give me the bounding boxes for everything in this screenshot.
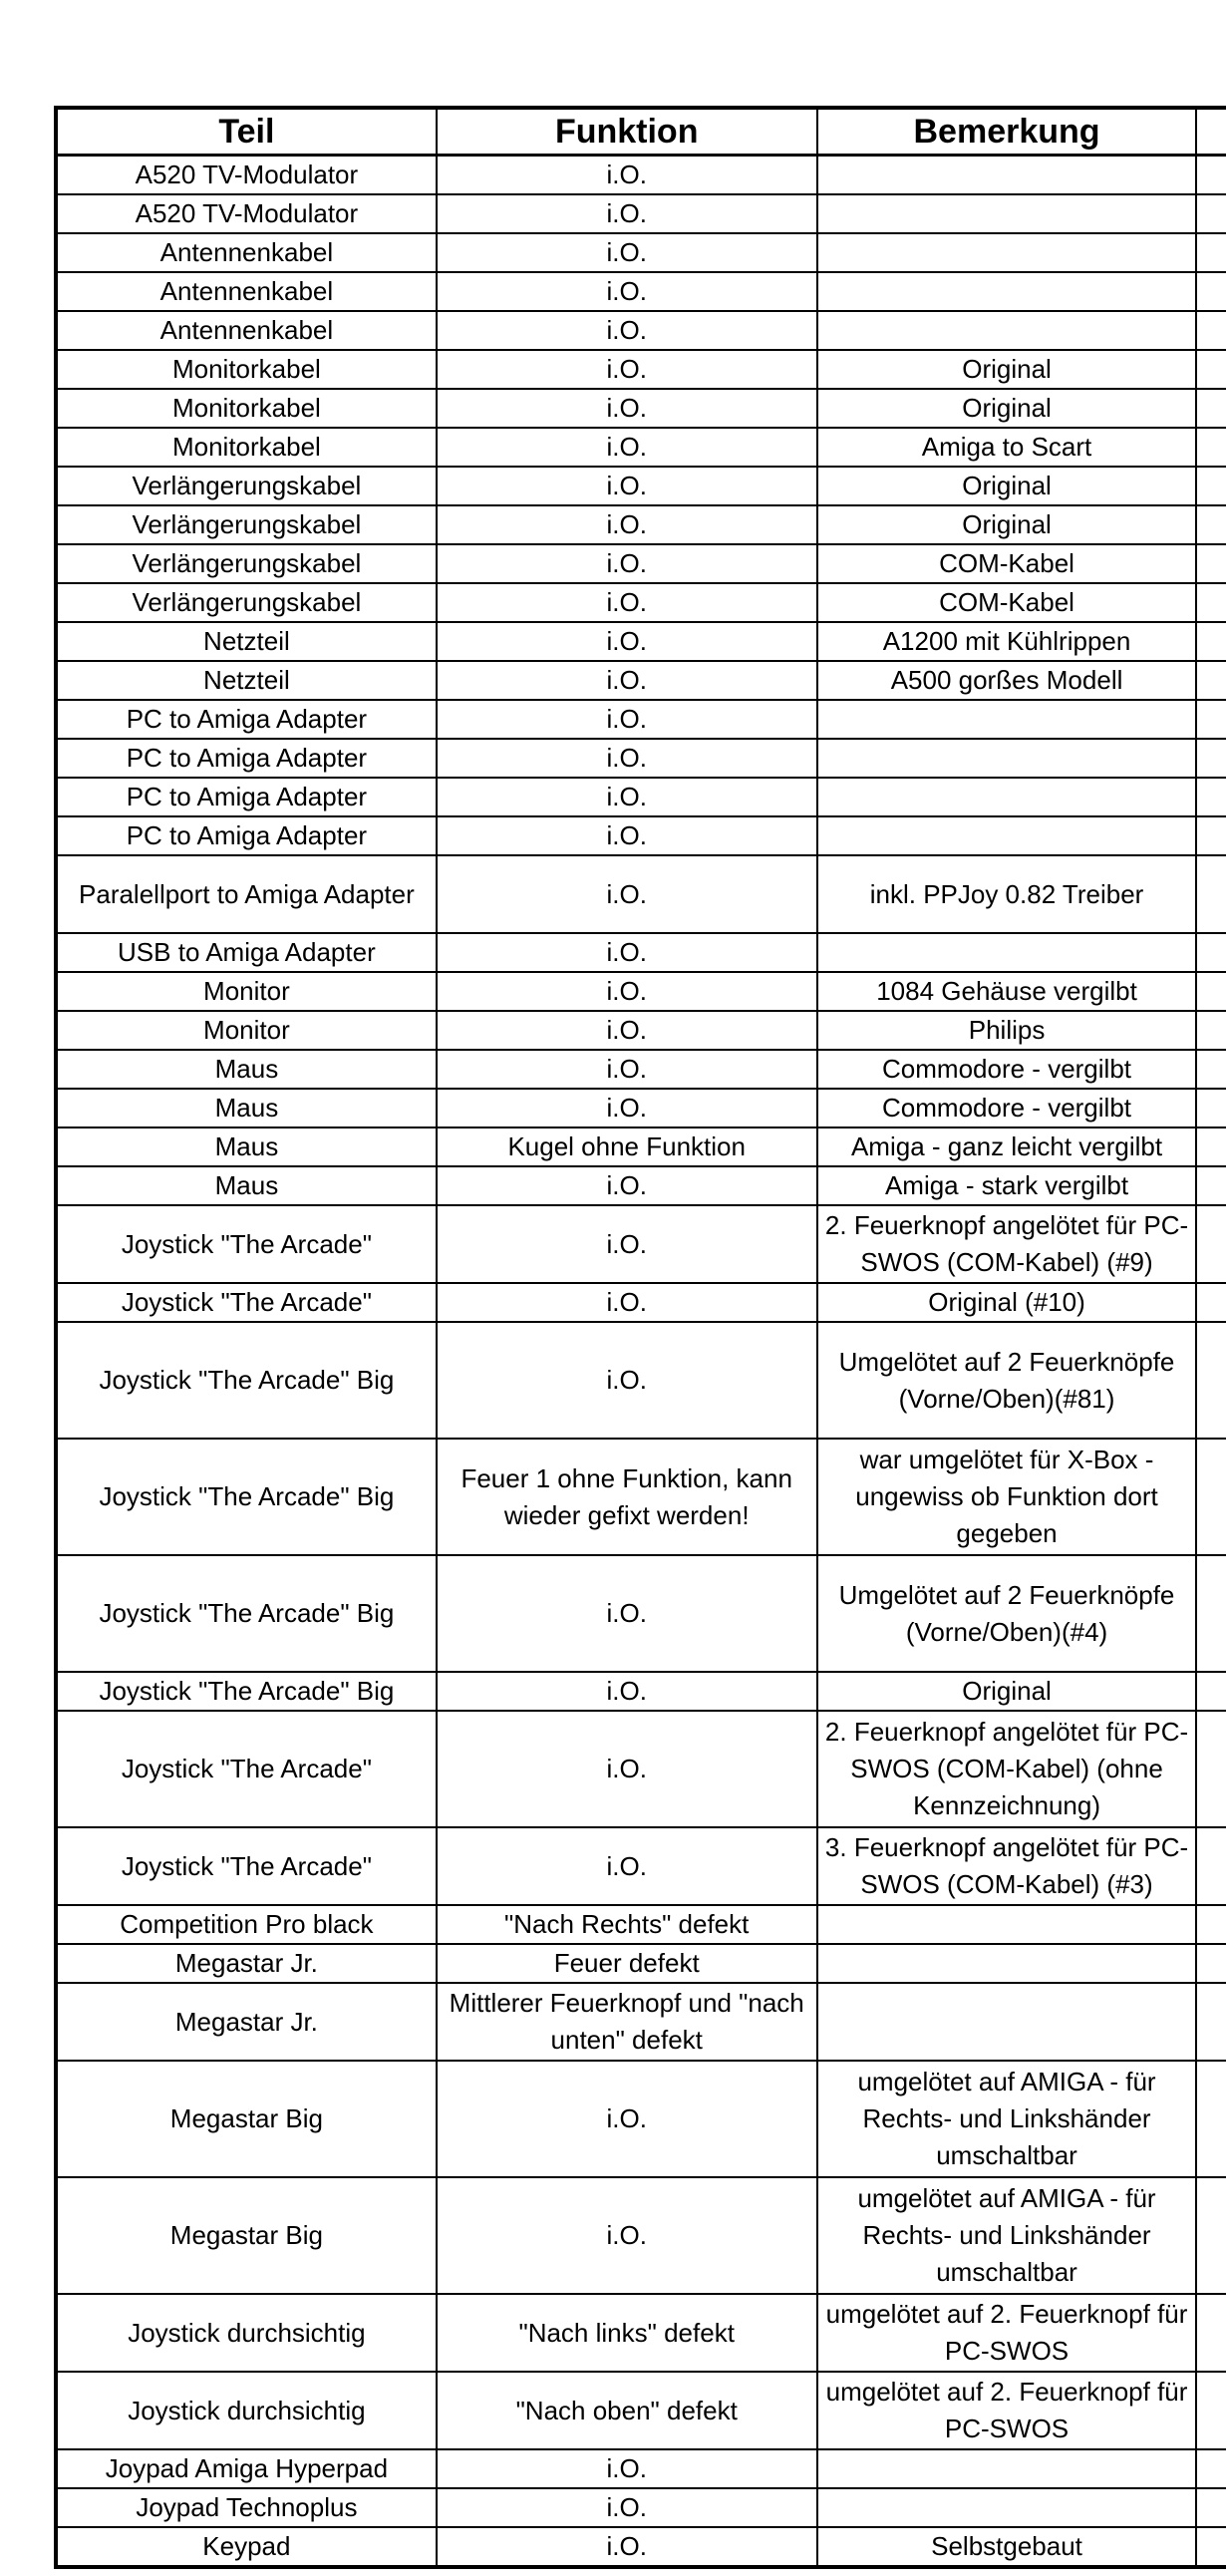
cell-bemerkung xyxy=(817,816,1197,855)
cell-extra xyxy=(1196,350,1226,389)
cell-bemerkung: Amiga - stark vergilbt xyxy=(817,1166,1197,1205)
cell-teil: Joystick durchsichtig xyxy=(56,2294,437,2372)
cell-teil: Megastar Jr. xyxy=(56,1983,437,2061)
table-row xyxy=(56,1050,1226,1089)
cell-teil: Maus xyxy=(56,1166,437,1205)
cell-extra xyxy=(1196,583,1226,622)
inventory-table xyxy=(54,106,1226,2569)
cell-extra xyxy=(1196,544,1226,583)
cell-funktion: "Nach links" defekt xyxy=(437,2294,817,2372)
cell-funktion: i.O. xyxy=(437,661,817,700)
cell-bemerkung xyxy=(817,1905,1197,1944)
cell-extra xyxy=(1196,1011,1226,1050)
cell-bemerkung: umgelötet auf 2. Feuerknopf für PC-SWOS xyxy=(817,2294,1197,2372)
cell-extra xyxy=(1196,311,1226,350)
table-row xyxy=(56,1011,1226,1050)
cell-extra xyxy=(1196,233,1226,272)
header-teil: Teil xyxy=(56,108,437,156)
table-row xyxy=(56,2061,1226,2177)
table-row xyxy=(56,272,1226,311)
cell-extra xyxy=(1196,1905,1226,1944)
cell-funktion: i.O. xyxy=(437,1672,817,1711)
cell-bemerkung: Original xyxy=(817,467,1197,505)
table-row xyxy=(56,2372,1226,2449)
header-extra xyxy=(1196,108,1226,156)
cell-extra xyxy=(1196,194,1226,233)
table-row xyxy=(56,467,1226,505)
cell-extra xyxy=(1196,1283,1226,1322)
table-row xyxy=(56,389,1226,428)
cell-bemerkung xyxy=(817,194,1197,233)
cell-teil: Joystick "The Arcade" Big xyxy=(56,1672,437,1711)
cell-teil: Joystick durchsichtig xyxy=(56,2372,437,2449)
cell-funktion: i.O. xyxy=(437,583,817,622)
cell-bemerkung xyxy=(817,1983,1197,2061)
cell-funktion: i.O. xyxy=(437,622,817,661)
cell-funktion: i.O. xyxy=(437,389,817,428)
cell-teil: Keypad xyxy=(56,2527,437,2567)
cell-teil: Verlängerungskabel xyxy=(56,544,437,583)
cell-teil: Joystick "The Arcade" xyxy=(56,1827,437,1905)
cell-teil: Joystick "The Arcade" Big xyxy=(56,1322,437,1439)
cell-funktion: i.O. xyxy=(437,816,817,855)
table-row xyxy=(56,739,1226,778)
cell-bemerkung xyxy=(817,2449,1197,2488)
table-row xyxy=(56,311,1226,350)
cell-extra xyxy=(1196,700,1226,739)
cell-teil: Monitorkabel xyxy=(56,428,437,467)
cell-extra xyxy=(1196,1166,1226,1205)
table-row xyxy=(56,1322,1226,1439)
table-row xyxy=(56,505,1226,544)
cell-extra xyxy=(1196,1944,1226,1983)
cell-extra xyxy=(1196,778,1226,816)
table-row xyxy=(56,233,1226,272)
cell-extra xyxy=(1196,1439,1226,1555)
cell-teil: Monitorkabel xyxy=(56,350,437,389)
cell-funktion: Feuer 1 ohne Funktion, kann wieder gefixt werden! xyxy=(437,1439,817,1555)
cell-extra xyxy=(1196,1555,1226,1672)
cell-teil: Megastar Big xyxy=(56,2177,437,2294)
cell-bemerkung: 2. Feuerknopf angelötet für PC-SWOS (COM-Kabel) (#9) xyxy=(817,1205,1197,1283)
table-row xyxy=(56,661,1226,700)
cell-teil: Megastar Jr. xyxy=(56,1944,437,1983)
cell-bemerkung: 3. Feuerknopf angelötet für PC-SWOS (COM-Kabel) (#3) xyxy=(817,1827,1197,1905)
cell-extra xyxy=(1196,933,1226,972)
cell-extra xyxy=(1196,2061,1226,2177)
cell-teil: PC to Amiga Adapter xyxy=(56,700,437,739)
cell-teil: Netzteil xyxy=(56,661,437,700)
cell-bemerkung xyxy=(817,311,1197,350)
table-row xyxy=(56,855,1226,933)
cell-funktion: i.O. xyxy=(437,1555,817,1672)
cell-bemerkung: Original xyxy=(817,505,1197,544)
cell-funktion: i.O. xyxy=(437,272,817,311)
table-row xyxy=(56,194,1226,233)
cell-bemerkung: Commodore - vergilbt xyxy=(817,1050,1197,1089)
cell-extra xyxy=(1196,1127,1226,1166)
cell-funktion: i.O. xyxy=(437,2527,817,2567)
cell-teil: Maus xyxy=(56,1050,437,1089)
table-row xyxy=(56,2294,1226,2372)
cell-extra xyxy=(1196,1205,1226,1283)
table-row xyxy=(56,622,1226,661)
cell-funktion: i.O. xyxy=(437,1322,817,1439)
cell-funktion: i.O. xyxy=(437,350,817,389)
table-row xyxy=(56,2177,1226,2294)
cell-funktion: i.O. xyxy=(437,1711,817,1827)
cell-funktion: i.O. xyxy=(437,1205,817,1283)
cell-bemerkung: Original xyxy=(817,1672,1197,1711)
cell-teil: PC to Amiga Adapter xyxy=(56,778,437,816)
table-row xyxy=(56,583,1226,622)
cell-teil: Verlängerungskabel xyxy=(56,583,437,622)
cell-teil: Monitorkabel xyxy=(56,389,437,428)
cell-bemerkung: COM-Kabel xyxy=(817,544,1197,583)
header-bemerkung: Bemerkung xyxy=(817,108,1197,156)
table-row xyxy=(56,2527,1226,2567)
cell-bemerkung: Selbstgebaut xyxy=(817,2527,1197,2567)
cell-bemerkung xyxy=(817,739,1197,778)
table-row xyxy=(56,1905,1226,1944)
cell-extra xyxy=(1196,2177,1226,2294)
table-row xyxy=(56,933,1226,972)
cell-extra xyxy=(1196,622,1226,661)
cell-extra xyxy=(1196,1827,1226,1905)
cell-teil: Joypad Technoplus xyxy=(56,2488,437,2527)
cell-bemerkung: Umgelötet auf 2 Feuerknöpfe (Vorne/Oben)(#4) xyxy=(817,1555,1197,1672)
cell-funktion: i.O. xyxy=(437,194,817,233)
table-row xyxy=(56,1944,1226,1983)
cell-funktion: i.O. xyxy=(437,933,817,972)
cell-teil: Verlängerungskabel xyxy=(56,505,437,544)
table-row xyxy=(56,1127,1226,1166)
cell-teil: Paralellport to Amiga Adapter xyxy=(56,855,437,933)
table-row xyxy=(56,1827,1226,1905)
table-row xyxy=(56,1283,1226,1322)
cell-funktion: i.O. xyxy=(437,778,817,816)
cell-bemerkung: war umgelötet für X-Box - ungewiss ob Funktion dort gegeben xyxy=(817,1439,1197,1555)
cell-funktion: i.O. xyxy=(437,1050,817,1089)
cell-bemerkung xyxy=(817,700,1197,739)
cell-extra xyxy=(1196,2488,1226,2527)
table-row xyxy=(56,778,1226,816)
cell-extra xyxy=(1196,505,1226,544)
cell-funktion: i.O. xyxy=(437,1011,817,1050)
header-funktion: Funktion xyxy=(437,108,817,156)
cell-extra xyxy=(1196,389,1226,428)
cell-bemerkung xyxy=(817,1944,1197,1983)
cell-teil: Joystick "The Arcade" Big xyxy=(56,1439,437,1555)
table-row xyxy=(56,2488,1226,2527)
cell-extra xyxy=(1196,972,1226,1011)
cell-funktion: i.O. xyxy=(437,2177,817,2294)
table-row xyxy=(56,1205,1226,1283)
cell-funktion: i.O. xyxy=(437,311,817,350)
table-row xyxy=(56,1555,1226,1672)
table-row xyxy=(56,1089,1226,1127)
cell-bemerkung: Original (#10) xyxy=(817,1283,1197,1322)
cell-bemerkung xyxy=(817,933,1197,972)
cell-bemerkung: Philips xyxy=(817,1011,1197,1050)
table-row xyxy=(56,2449,1226,2488)
cell-bemerkung: Original xyxy=(817,350,1197,389)
cell-teil: Megastar Big xyxy=(56,2061,437,2177)
cell-teil: Joystick "The Arcade" Big xyxy=(56,1555,437,1672)
cell-funktion: i.O. xyxy=(437,1283,817,1322)
cell-extra xyxy=(1196,428,1226,467)
cell-extra xyxy=(1196,1672,1226,1711)
cell-extra xyxy=(1196,2449,1226,2488)
cell-funktion: i.O. xyxy=(437,233,817,272)
cell-extra xyxy=(1196,2372,1226,2449)
cell-bemerkung: A500 gorßes Modell xyxy=(817,661,1197,700)
cell-teil: PC to Amiga Adapter xyxy=(56,739,437,778)
cell-bemerkung: umgelötet auf 2. Feuerknopf für PC-SWOS xyxy=(817,2372,1197,2449)
cell-teil: Antennenkabel xyxy=(56,233,437,272)
cell-funktion: i.O. xyxy=(437,1089,817,1127)
cell-funktion: i.O. xyxy=(437,2488,817,2527)
cell-extra xyxy=(1196,1089,1226,1127)
table-row xyxy=(56,1711,1226,1827)
cell-funktion: i.O. xyxy=(437,544,817,583)
cell-extra xyxy=(1196,1983,1226,2061)
cell-funktion: Feuer defekt xyxy=(437,1944,817,1983)
cell-funktion: Mittlerer Feuerknopf und "nach unten" defekt xyxy=(437,1983,817,2061)
cell-extra xyxy=(1196,2294,1226,2372)
cell-bemerkung: COM-Kabel xyxy=(817,583,1197,622)
cell-bemerkung: Commodore - vergilbt xyxy=(817,1089,1197,1127)
cell-teil: Antennenkabel xyxy=(56,311,437,350)
table-row xyxy=(56,350,1226,389)
cell-funktion: i.O. xyxy=(437,972,817,1011)
cell-bemerkung: Amiga to Scart xyxy=(817,428,1197,467)
cell-teil: Antennenkabel xyxy=(56,272,437,311)
table-row xyxy=(56,1672,1226,1711)
cell-funktion: i.O. xyxy=(437,2449,817,2488)
cell-extra xyxy=(1196,855,1226,933)
cell-teil: Maus xyxy=(56,1127,437,1166)
table-row xyxy=(56,816,1226,855)
cell-funktion: i.O. xyxy=(437,1827,817,1905)
cell-bemerkung: Original xyxy=(817,389,1197,428)
cell-extra xyxy=(1196,272,1226,311)
cell-teil: Monitor xyxy=(56,1011,437,1050)
table-row xyxy=(56,1439,1226,1555)
cell-funktion: Kugel ohne Funktion xyxy=(437,1127,817,1166)
cell-bemerkung xyxy=(817,233,1197,272)
table-row xyxy=(56,1166,1226,1205)
cell-extra xyxy=(1196,1050,1226,1089)
cell-extra xyxy=(1196,1322,1226,1439)
cell-teil: Verlängerungskabel xyxy=(56,467,437,505)
cell-bemerkung xyxy=(817,2488,1197,2527)
cell-funktion: "Nach Rechts" defekt xyxy=(437,1905,817,1944)
header-row xyxy=(56,108,1226,156)
cell-teil: Joystick "The Arcade" xyxy=(56,1711,437,1827)
cell-bemerkung: A1200 mit Kühlrippen xyxy=(817,622,1197,661)
cell-funktion: i.O. xyxy=(437,428,817,467)
cell-bemerkung: umgelötet auf AMIGA - für Rechts- und Linkshänder umschaltbar xyxy=(817,2061,1197,2177)
cell-extra xyxy=(1196,1711,1226,1827)
cell-teil: Netzteil xyxy=(56,622,437,661)
cell-bemerkung xyxy=(817,778,1197,816)
cell-teil: USB to Amiga Adapter xyxy=(56,933,437,972)
cell-teil: A520 TV-Modulator xyxy=(56,156,437,195)
cell-funktion: i.O. xyxy=(437,739,817,778)
cell-bemerkung: umgelötet auf AMIGA - für Rechts- und Linkshänder umschaltbar xyxy=(817,2177,1197,2294)
cell-funktion: i.O. xyxy=(437,156,817,195)
cell-funktion: i.O. xyxy=(437,467,817,505)
cell-extra xyxy=(1196,156,1226,195)
table-row xyxy=(56,700,1226,739)
cell-extra xyxy=(1196,467,1226,505)
cell-teil: PC to Amiga Adapter xyxy=(56,816,437,855)
cell-funktion: "Nach oben" defekt xyxy=(437,2372,817,2449)
cell-teil: Joypad Amiga Hyperpad xyxy=(56,2449,437,2488)
cell-bemerkung: Amiga - ganz leicht vergilbt xyxy=(817,1127,1197,1166)
cell-bemerkung: Umgelötet auf 2 Feuerknöpfe (Vorne/Oben)(#81) xyxy=(817,1322,1197,1439)
cell-funktion: i.O. xyxy=(437,1166,817,1205)
cell-funktion: i.O. xyxy=(437,2061,817,2177)
cell-extra xyxy=(1196,739,1226,778)
cell-extra xyxy=(1196,816,1226,855)
cell-teil: Joystick "The Arcade" xyxy=(56,1283,437,1322)
cell-teil: Competition Pro black xyxy=(56,1905,437,1944)
cell-funktion: i.O. xyxy=(437,700,817,739)
cell-extra xyxy=(1196,2527,1226,2567)
cell-teil: Maus xyxy=(56,1089,437,1127)
cell-funktion: i.O. xyxy=(437,855,817,933)
cell-teil: Joystick "The Arcade" xyxy=(56,1205,437,1283)
cell-bemerkung xyxy=(817,156,1197,195)
table-row xyxy=(56,1983,1226,2061)
cell-teil: A520 TV-Modulator xyxy=(56,194,437,233)
table-row xyxy=(56,544,1226,583)
cell-extra xyxy=(1196,661,1226,700)
cell-funktion: i.O. xyxy=(437,505,817,544)
table-row xyxy=(56,428,1226,467)
cell-bemerkung: 1084 Gehäuse vergilbt xyxy=(817,972,1197,1011)
cell-teil: Monitor xyxy=(56,972,437,1011)
cell-bemerkung: 2. Feuerknopf angelötet für PC-SWOS (COM-Kabel) (ohne Kennzeichnung) xyxy=(817,1711,1197,1827)
cell-bemerkung xyxy=(817,272,1197,311)
table-row xyxy=(56,156,1226,195)
table-row xyxy=(56,972,1226,1011)
table-body xyxy=(56,156,1226,2568)
cell-bemerkung: inkl. PPJoy 0.82 Treiber xyxy=(817,855,1197,933)
